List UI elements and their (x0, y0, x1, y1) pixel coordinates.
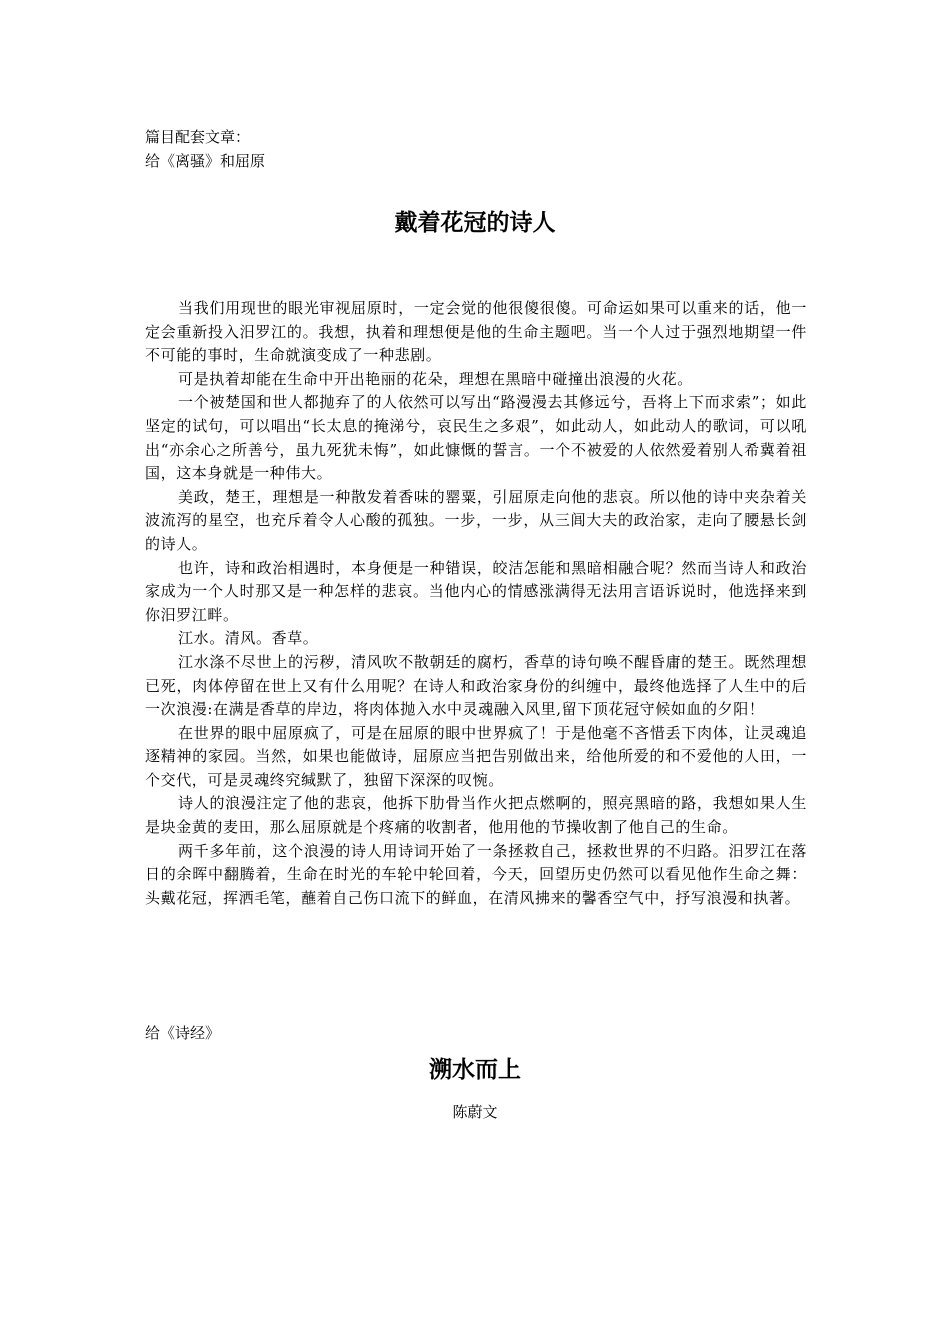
article-title: 戴着花冠的诗人 (394, 210, 556, 236)
paragraph: 也许，诗和政治相遇时，本身便是一种错误，皎洁怎能和黑暗相融合呢？然而当诗人和政治家成为一个人时那又是一种怎样的悲哀。当他内心的情感涨满得无法用言语诉说时，他选择来到你汨罗江畔。 (145, 558, 807, 624)
header-subtitle: 给《离骚》和屈原 (145, 152, 266, 170)
article-body (145, 297, 807, 910)
paragraph: 两千多年前，这个浪漫的诗人用诗词开始了一条拯救自己，拯救世界的不归路。汨罗江在落日的余晖中翻腾着，生命在时光的车轮中轮回着，今天，回望历史仍然可以看见他作生命之舞：头戴花冠，挥洒毛笔，蘸着自己伤口流下的鲜血，在清风拂来的馨香空气中，抒写浪漫和执著。 (145, 841, 807, 907)
paragraph: 当我们用现世的眼光审视屈原时，一定会觉的他很傻很傻。可命运如果可以重来的话，他一定会重新投入汨罗江的。我想，执着和理想便是他的生命主题吧。当一个人过于强烈地期望一件不可能的事时，生命就演变成了一种悲剧。 (145, 299, 807, 365)
paragraph: 在世界的眼中屈原疯了，可是在屈原的眼中世界疯了！于是他毫不吝惜丢下肉体，让灵魂追逐精神的家园。当然，如果也能做诗，屈原应当把告别做出来，给他所爱的和不爱他的人田，一个交代，可是灵魂终究缄默了，独留下深深的叹惋。 (145, 723, 807, 789)
paragraph: 可是执着却能在生命中开出艳丽的花朵，理想在黑暗中碰撞出浪漫的火花。 (178, 369, 693, 388)
header-label: 篇目配套文章： (145, 128, 251, 146)
paragraph: 江水。清风。香草。 (178, 629, 319, 648)
paragraph: 一个被楚国和世人都抛弃了的人依然可以写出“路漫漫去其修远兮，吾将上下而求索”；如此坚定的试句，可以唱出“长太息的掩涕兮，哀民生之多艰”，如此动人，如此动人的歌词，可以吼出“亦余心之所善兮，虽九死犹未悔”，如此慷慨的誓言。一个不被爱的人依然爱着别人希冀着祖国，这本身就是一种伟大。 (145, 393, 807, 483)
paragraph: 江水涤不尽世上的污秽，清风吹不散朝廷的腐朽，香草的诗句唤不醒昏庸的楚王。既然理想已死，肉体停留在世上又有什么用呢？在诗人和政治家身份的纠缠中，最终他选择了人生中的后一次浪漫:在满是香草的岸边，将肉体抛入水中灵魂融入风里,留下顶花冠守候如血的夕阳！ (145, 652, 807, 719)
paragraph: 诗人的浪漫注定了他的悲哀，他拆下肋骨当作火把点燃啊的，照亮黑暗的路，我想如果人生是块金黄的麦田，那么屈原就是个疼痛的收割者，他用他的节操收割了他自己的生命。 (145, 794, 807, 837)
author-name: 陈蔚文 (452, 1103, 498, 1121)
section-subtitle: 给《诗经》 (145, 1024, 221, 1042)
section-title: 溯水而上 (429, 1057, 521, 1083)
paragraph: 美政，楚王，理想是一种散发着香味的罂粟，引屈原走向他的悲哀。所以他的诗中夹杂着关波流泻的星空，也充斥着令人心酸的孤独。一步，一步，从三闾大夫的政治家，走向了腰悬长剑的诗人。 (145, 487, 807, 553)
